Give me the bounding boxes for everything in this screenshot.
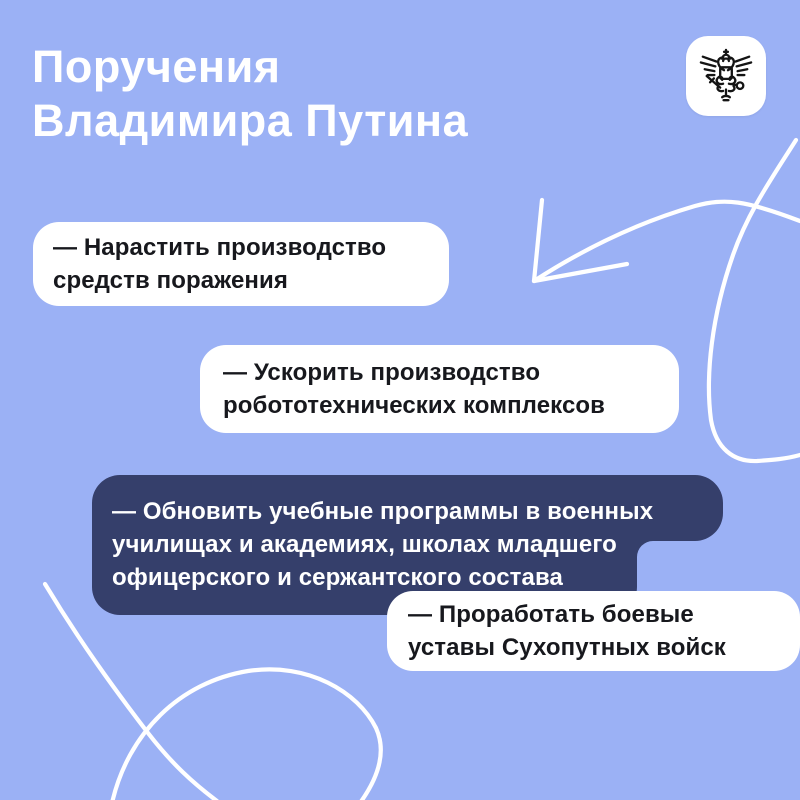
task-card-1-line2: средств поражения (53, 267, 288, 294)
arrow-down-left-icon (534, 200, 800, 281)
loop-curve-icon (709, 140, 800, 461)
task-card-3-line3: офицерского и сержантского состава (112, 564, 563, 591)
page-title-line2: Владимира Путина (32, 95, 469, 146)
logo-badge (686, 36, 766, 116)
ellipse-curve-icon (112, 669, 381, 800)
double-headed-eagle-icon (697, 47, 755, 105)
task-card-4-line1: — Проработать боевые (408, 601, 694, 628)
task-card-3-line2: училищах и академиях, школах младшего (112, 531, 617, 558)
task-card-4-line2: уставы Сухопутных войск (408, 634, 726, 661)
page-title (32, 40, 468, 148)
task-card-2-line1: — Ускорить производство (223, 359, 541, 386)
page-title-line1: Поручения (32, 41, 281, 92)
task-card-3 (112, 495, 702, 594)
task-card-4 (387, 591, 800, 671)
task-card-1 (33, 222, 449, 306)
task-card-2-line2: робототехнических комплексов (223, 392, 606, 419)
task-card-1-line1: — Нарастить производство (53, 234, 387, 261)
task-card-2 (200, 345, 679, 433)
task-card-3-line1: — Обновить учебные программы в военных (112, 498, 654, 525)
